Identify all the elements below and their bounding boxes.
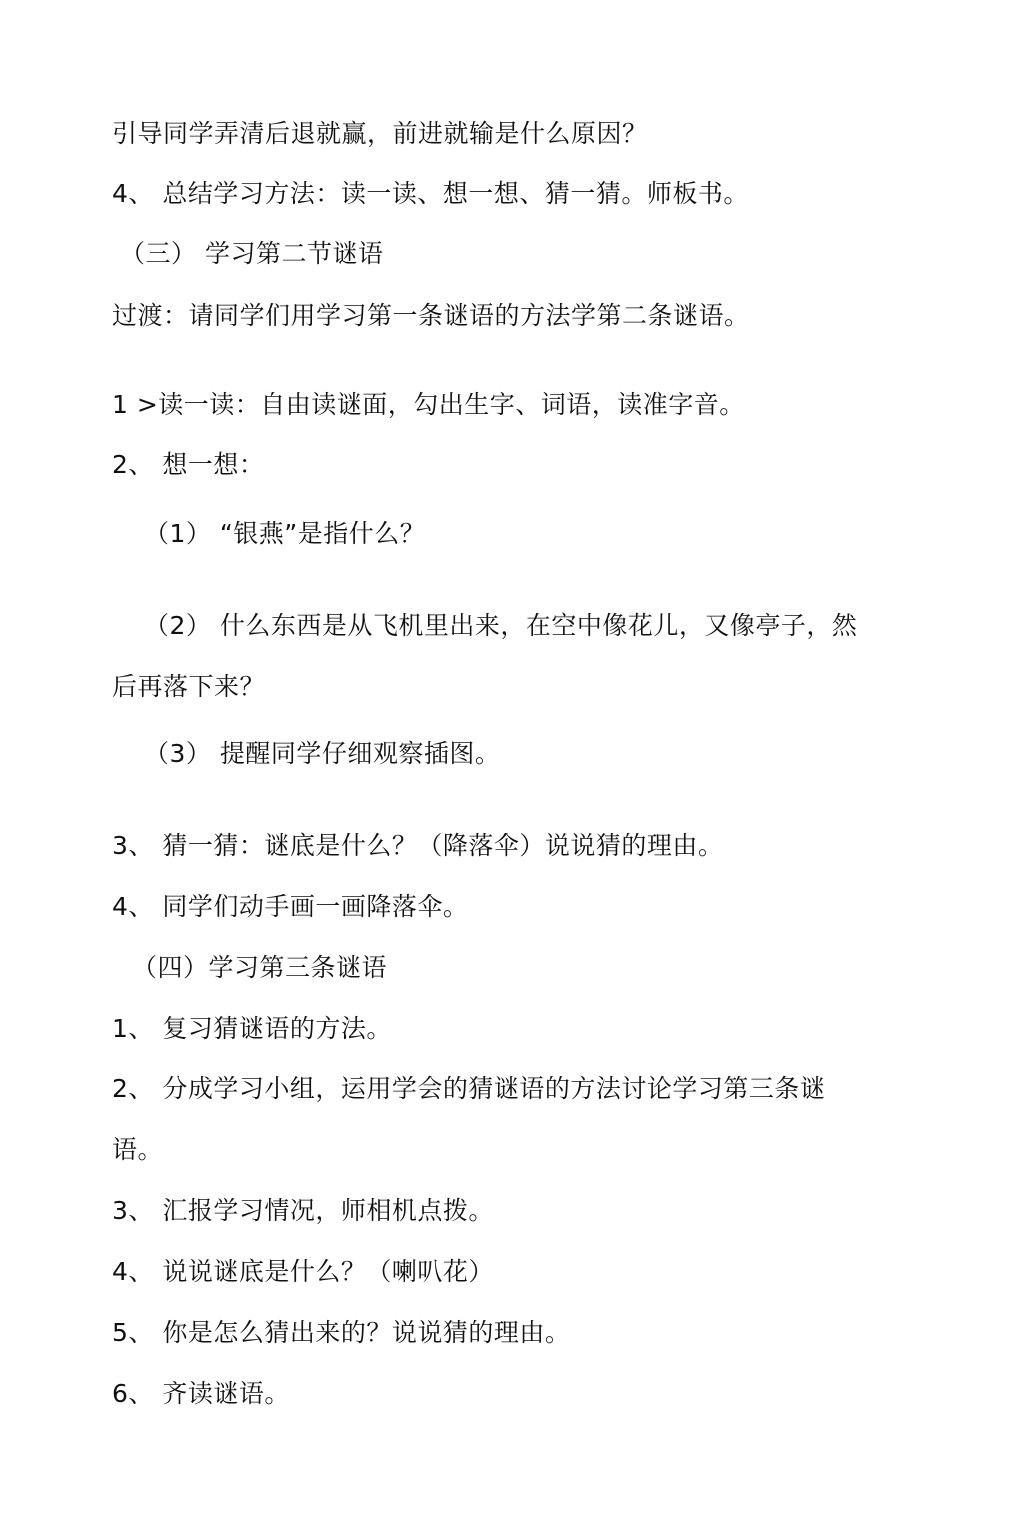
- text-line-transition: 过渡：请同学们用学习第一条谜语的方法学第二条谜语。: [112, 301, 750, 330]
- text-line-answer: 4、 说说谜底是什么？（喇叭花）: [112, 1257, 494, 1286]
- text-line-group-cont: 语。: [112, 1135, 164, 1164]
- text-line-sub2: （2） 什么东西是从飞机里出来，在空中像花儿，又像亭子，然: [144, 611, 858, 640]
- text-line-intro: 引导同学弄清后退就赢，前进就输是什么原因？: [112, 119, 648, 148]
- section-heading-three: （三） 学习第二节谜语: [120, 239, 384, 268]
- text-line-review: 1、 复习猜谜语的方法。: [112, 1014, 392, 1043]
- text-line-sub1: （1） “银燕”是指什么？: [144, 519, 426, 548]
- text-line-how: 5、 你是怎么猜出来的？说说猜的理由。: [112, 1318, 571, 1347]
- text-line-step4-method: 4、 总结学习方法：读一读、想一想、猜一猜。师板书。: [112, 179, 749, 208]
- text-line-report: 3、 汇报学习情况，师相机点拨。: [112, 1196, 494, 1225]
- text-line-sub2-cont: 后再落下来？: [112, 672, 266, 701]
- text-line-read-aloud: 6、 齐读谜语。: [112, 1379, 290, 1408]
- text-line-step3-guess: 3、 猜一猜：谜底是什么？（降落伞）说说猜的理由。: [112, 831, 724, 860]
- text-line-group: 2、 分成学习小组，运用学会的猜谜语的方法讨论学习第三条谜: [112, 1074, 826, 1103]
- section-heading-four: （四）学习第三条谜语: [132, 953, 388, 982]
- text-line-step4-draw: 4、 同学们动手画一画降落伞。: [112, 892, 469, 921]
- text-line-step2-think: 2、 想一想：: [112, 450, 265, 479]
- text-line-step1-read: 1 >读一读：自由读谜面，勾出生字、词语，读准字音。: [112, 390, 745, 419]
- text-line-sub3: （3） 提醒同学仔细观察插图。: [144, 739, 501, 768]
